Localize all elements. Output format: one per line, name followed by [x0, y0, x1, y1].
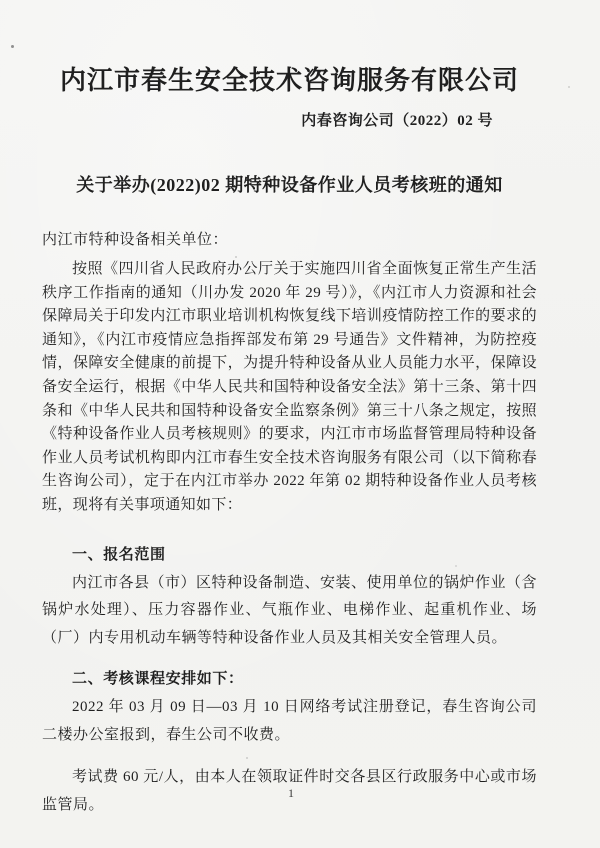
salutation: 内江市特种设备相关单位： [42, 232, 229, 248]
section-1-paragraph: 内江市各县（市）区特种设备制造、安装、使用单位的锅炉作业（含锅炉水处理）、压力容器作业、气瓶作业、电梯作业、起重机作业、场（厂）内专用机动车辆等特种设备作业人员及其相关安全管理人员。 [42, 574, 538, 646]
company-title: 内江市春生安全技术咨询服务有限公司 [59, 66, 519, 95]
section-2-paragraph-1: 2022 年 03 月 09 日—03 月 10 日网络考试注册登记，春生咨询公司二楼办公室报到，春生公司不收费。 [42, 699, 537, 743]
notice-title: 关于举办(2022)02 期特种设备作业人员考核班的通知 [76, 175, 503, 195]
section-1 [42, 543, 537, 653]
page-number: 1 [288, 786, 294, 800]
section-2-paragraph-2: 考试费 60 元/人，由本人在领取证件时交各县区行政服务中心或市场监管局。 [42, 769, 537, 813]
document-number: 内春咨询公司（2022）02 号 [301, 113, 493, 129]
section-2-heading: 二、考核课程安排如下： [72, 671, 244, 688]
intro-paragraph: 按照《四川省人民政府办公厅关于实施四川省全面恢复正常生产生活秩序工作指南的通知（川办发 2020 年 29 号）》，《内江市人力资源和社会保障局关于印发内江市职业培训机构恢复线下培训疫情防控工作的要求的通知》，《内江市疫情应急指挥部发布第 29 号通告》文件精神，为防控疫情，保障安全健康的前提下，为提升特种设备从业人员能力水平，保障设备安全运行，根据《中华人民共和国特种设备安全法》第十三条、第十四条和《中华人民共和国特种设备安全监察条例》第三十八条之规定，按照《特种设备作业人员考核规则》的要求，内江市市场监督管理局特种设备作业人员考试机构即内江市春生安全技术咨询服务有限公司（以下简称春生咨询公司），定于在内江市举办 2022 年第 02 期特种设备作业人员考核班，现将有关事项通知如下： [42, 261, 537, 513]
section-1-heading: 一、报名范围 [72, 546, 166, 563]
